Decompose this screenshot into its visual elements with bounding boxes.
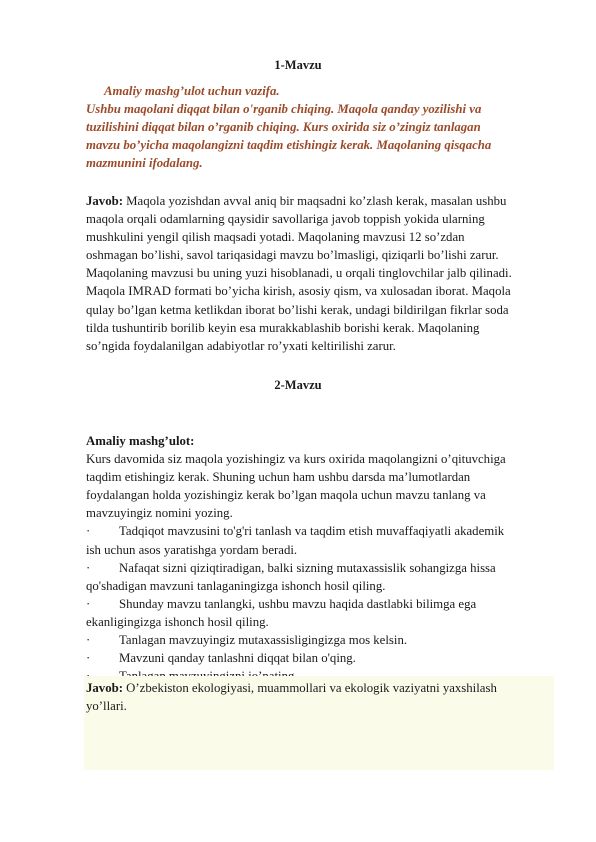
list-item: · Nafaqat sizni qiziqtiradigan, balki sizning mutaxassislik sohangizga hissa	[86, 559, 556, 577]
section-2-title: 2-Mavzu	[274, 378, 322, 392]
practice-line: foydalangan holda yozishingiz kerak bo’lgan maqola uchun mavzu tanlang va	[86, 488, 486, 503]
section-1-title: 1-Mavzu	[274, 58, 322, 72]
task-heading: Amaliy mashg’ulot uchun vazifa.	[104, 84, 280, 98]
practice-heading: Amaliy mashg’ulot:	[86, 434, 195, 448]
answer-line: tilda tushuntirib borilib keyin esa murakkablashib borishi kerak. Maqolaning	[86, 320, 480, 335]
list-item: · Tadqiqot mavzusini to'g'ri tanlash va taqdim etish muvaffaqiyatli akademik	[86, 522, 556, 540]
answer-label: Javob:	[86, 194, 123, 208]
bullet-icon: ·	[86, 651, 91, 666]
answer-1-block	[86, 192, 556, 355]
task-line: mavzu bo’yicha maqolangizni taqdim etishingiz kerak. Maqolaning qisqacha	[86, 138, 492, 153]
practice-line: mavzuyingiz nomini yozing.	[86, 506, 233, 521]
bullet-icon: ·	[86, 560, 91, 575]
practice-block	[86, 432, 556, 685]
task-line: Ushbu maqolani diqqat bilan o'rganib chiqing. Maqola qanday yozilishi va	[86, 102, 482, 117]
list-item: · Mavzuni qanday tanlashni diqqat bilan o'qing.	[86, 649, 556, 667]
task-block	[86, 82, 556, 172]
task-line: tuzilishini diqqat bilan o’rganib chiqing. Kurs oxirida siz o’zingiz tanlagan	[86, 120, 481, 135]
list-item: · Shunday mavzu tanlangki, ushbu mavzu haqida dastlabki bilimga ega	[86, 595, 556, 613]
answer-line: mushkulini yengil qilish maqsadi yotadi. Maqolaning mavzusi 12 so’zdan	[86, 230, 465, 245]
practice-line: Kurs davomida siz maqola yozishingiz va kurs oxirida maqolangizni o’qituvchiga	[86, 452, 506, 467]
answer-line: yo’llari.	[86, 699, 127, 714]
answer-line: so’ngida foydalanilgan adabiyotlar ro’yxati keltirilishi zarur.	[86, 338, 396, 353]
answer-line: maqola orqali odamlarning qaysidir savollariga javob toppish yokida ularning	[86, 212, 485, 227]
bullet-icon: ·	[86, 596, 91, 611]
list-item: · Tanlagan mavzuyingiz mutaxassisligingizga mos kelsin.	[86, 631, 556, 649]
answer-line: Maqolaning mavzusi bu uning yuzi hisoblanadi, u orqali tinglovchilar jalb qilinadi.	[86, 266, 512, 281]
practice-line: taqdim etishingiz kerak. Shuning uchun ham ushbu darsda ma’lumotlardan	[86, 470, 471, 485]
bullet-icon: ·	[86, 633, 91, 648]
list-item-continuation: ish uchun asos yaratishga yordam beradi.	[86, 542, 298, 557]
answer-line: qulay bo’lgan ketma ketlikdan iborat bo’lishi kerak, undagi bildirilgan fikrlar soda	[86, 302, 509, 317]
answer-label: Javob:	[86, 681, 123, 695]
task-line: mazmunini ifodalang.	[86, 156, 203, 171]
answer-line: Javob: Maqola yozishdan avval aniq bir maqsadni ko’zlash kerak, masalan ushbu	[86, 194, 507, 208]
list-item-continuation: ekanligingizga ishonch hosil qiling.	[86, 614, 269, 629]
answer-line: oshmagan bo’lishi, savol tariqasidagi mavzu bo’lmasligi, qiziqarli bo’lishi zarur.	[86, 248, 499, 263]
answer-2-block	[86, 679, 556, 715]
answer-line: Maqola IMRAD formati bo’yicha kirish, asosiy qism, va xulosadan iborat. Maqola	[86, 284, 511, 299]
bullet-icon: ·	[86, 524, 91, 539]
answer-line: Javob: O’zbekiston ekologiyasi, muammollari va ekologik vaziyatni yaxshilash	[86, 681, 497, 695]
list-item-continuation: qo'shadigan mavzuni tanlaganingizga ishonch hosil qiling.	[86, 578, 386, 593]
